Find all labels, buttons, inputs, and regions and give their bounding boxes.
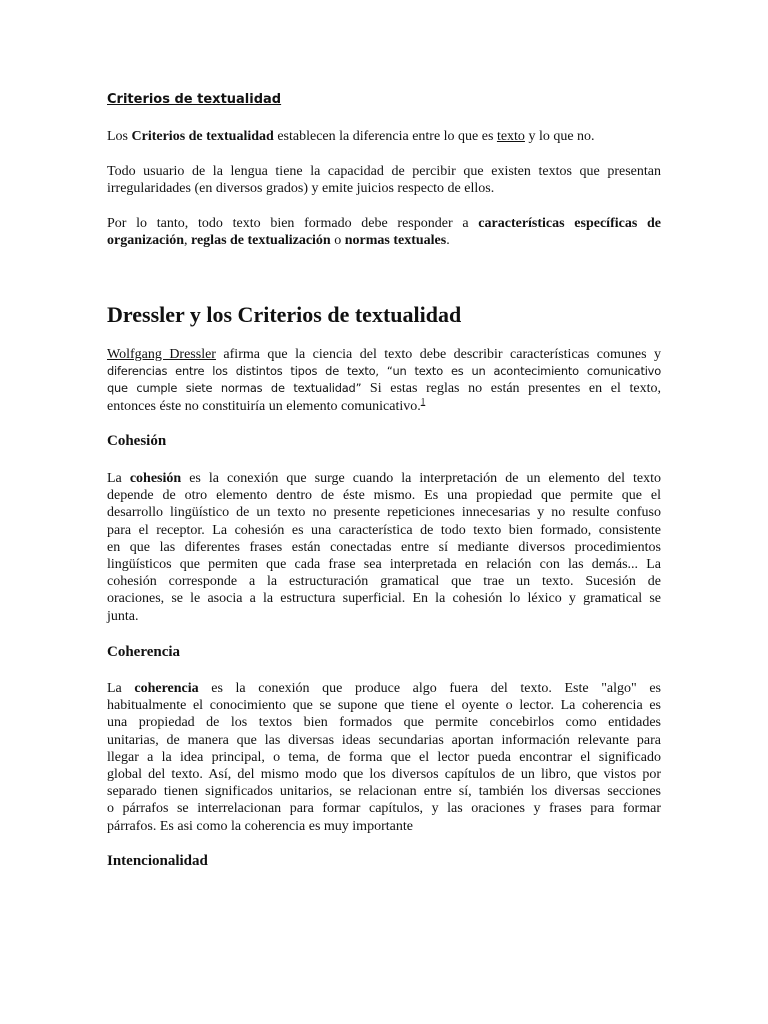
text-span: Por lo tanto, todo texto bien formado debe responder a xyxy=(107,216,479,231)
text-span: o xyxy=(330,233,345,249)
intro-bold-term: Criterios de textualidad xyxy=(131,129,274,144)
text-line: llegar a la idea principal, o tema, de forma que el lector pueda encontrar el significado xyxy=(107,749,661,765)
text-line: depende de otro elemento dentro de éste mismo. Es una propiedad que permite que el xyxy=(107,488,661,504)
text-line: global del texto. Así, del mismo modo que los diversos capítulos de un libro, que vistos por xyxy=(107,767,661,783)
intro-paragraph-1 xyxy=(107,128,661,145)
dressler-heading: Dressler y los Criterios de textualidad xyxy=(107,302,462,327)
intro-text: y lo que no. xyxy=(524,129,595,144)
text-span: , xyxy=(184,233,191,249)
text-line: una propiedad de los textos bien formados que permite concebirlos como entidades xyxy=(107,715,661,731)
texto-link[interactable]: texto xyxy=(496,129,525,144)
bold-term: características específicas de xyxy=(478,216,661,231)
wolfgang-dressler-link[interactable]: Wolfgang Dressler xyxy=(107,347,216,362)
document-title: Criterios de textualidad xyxy=(107,92,282,107)
bold-term: normas textuales xyxy=(344,233,447,249)
intencionalidad-heading: Intencionalidad xyxy=(107,853,208,869)
text-span: . xyxy=(446,233,450,249)
intro-paragraph-3 xyxy=(107,215,661,249)
bold-term: coherencia xyxy=(134,681,199,696)
text-span: afirma que la ciencia del texto debe describir características comunes y xyxy=(215,347,661,362)
coherencia-paragraph xyxy=(107,680,661,835)
text-line: para el receptor. La cohesión es una característica de todo texto bien formado, consistente xyxy=(107,522,661,538)
text-span: La xyxy=(107,471,130,486)
text-line: oraciones, se le asocia a la estructura superficial. En la cohesión lo léxico y gramatical se xyxy=(107,591,661,607)
quote-line: diferencias entre los distintos tipos de texto, “un texto es un acontecimiento comunicativo xyxy=(107,364,661,379)
text-span: entonces éste no constituiría un elemento comunicativo. xyxy=(107,398,421,414)
text-line: párrafos. Es asi como la coherencia es muy importante xyxy=(107,818,413,834)
cohesion-heading: Cohesión xyxy=(107,433,167,449)
text-line: lingüísticos que permiten que cada frase sea interpretada en relación con las demás... La xyxy=(107,557,661,573)
text-line: habitualmente el conocimiento que se supone que tiene el oyente o lector. La coherencia es xyxy=(107,698,661,714)
text-line: desarrollo lingüístico de un texto no presente repeticiones innecesarias y no resulte confuso xyxy=(107,505,661,521)
intro-paragraph-2 xyxy=(107,163,661,197)
text-span: La xyxy=(107,681,135,696)
footnote-link[interactable]: 1 xyxy=(420,395,426,406)
text-line: unitarias, de manera que las diversas ideas secundarias aportan información relevante para xyxy=(107,732,661,748)
bold-term: reglas de textualización xyxy=(191,233,331,249)
cohesion-paragraph xyxy=(107,470,661,625)
bold-term: organización xyxy=(107,233,184,249)
text-line: o párrafos se interrelacionan para formar capítulos, y las oraciones y frases para formar xyxy=(107,801,661,817)
bold-term: cohesión xyxy=(129,471,182,486)
text-span: es la conexión que produce algo fuera del texto. Este "algo" es xyxy=(198,681,662,696)
text-line: separado tienen significados unitarios, se relacionan entre sí, también los diversas secciones xyxy=(107,784,661,800)
quote-line: que cumple siete normas de textualidad” xyxy=(107,381,362,396)
text-span: es la conexión que surge cuando la interpretación de un elemento del texto xyxy=(181,471,661,486)
text-line: junta. xyxy=(107,608,139,624)
intro-text: Los xyxy=(107,129,132,144)
intro-text: establecen la diferencia entre lo que es xyxy=(273,129,497,144)
dressler-paragraph xyxy=(107,346,661,415)
text-line: irregularidades (en diversos grados) y emite juicios respecto de ellos. xyxy=(107,181,495,197)
text-line: cohesión corresponde a la estructuración gramatical que trae un texto. Sucesión de xyxy=(107,574,661,590)
text-line: Todo usuario de la lengua tiene la capacidad de percibir que existen textos que presentan xyxy=(107,164,661,179)
text-line: en que las diferentes frases están conectadas entre sí mediante diversos procedimientos xyxy=(107,539,661,555)
text-span: Si estas reglas no están presentes en el texto, xyxy=(361,381,661,397)
coherencia-heading: Coherencia xyxy=(107,644,181,660)
